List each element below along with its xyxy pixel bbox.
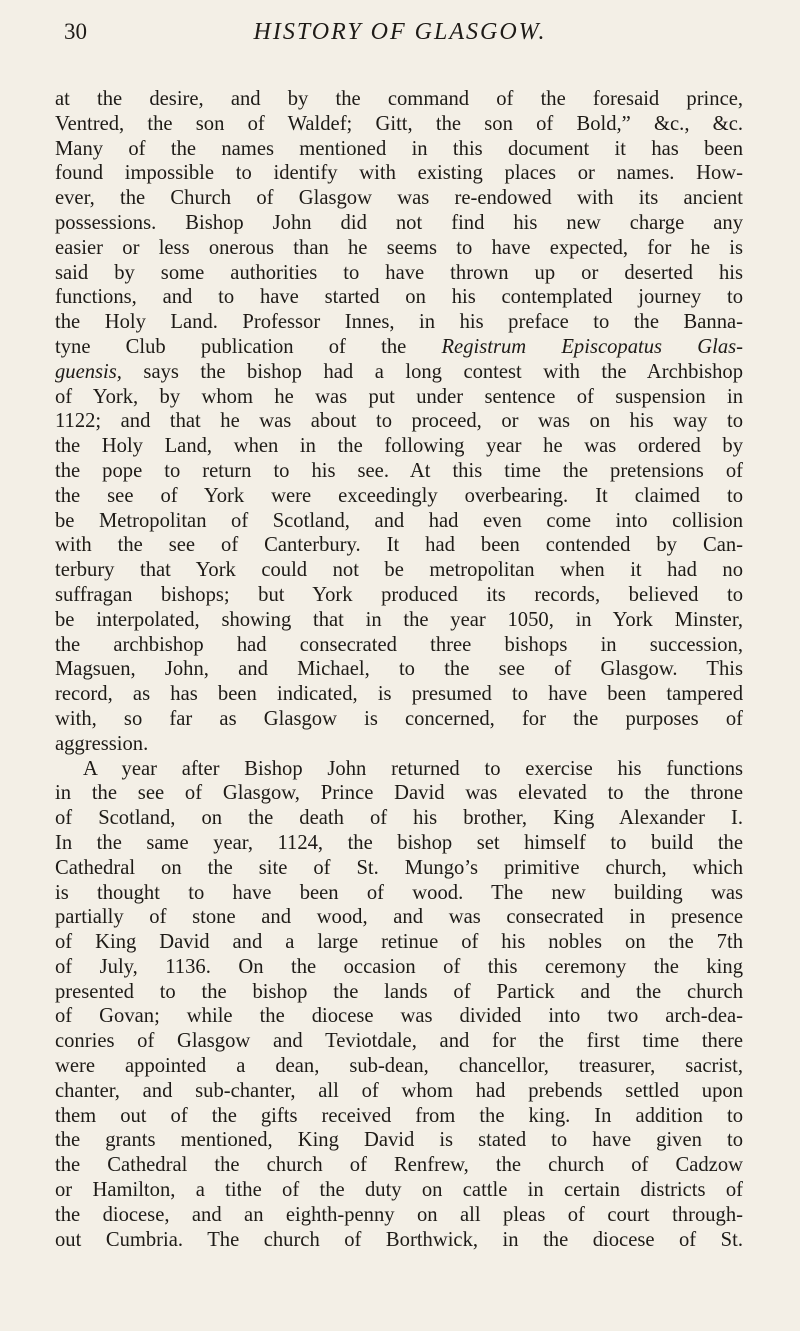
text-line-with-italics — [55, 360, 743, 385]
text-line: A year after Bishop John returned to exercise his functions — [83, 757, 743, 780]
text-line-with-italics — [55, 335, 743, 360]
text-line: or Hamilton, a tithe of the duty on cattle in certain districts of — [55, 1179, 743, 1202]
italic-title: guensis, — [55, 360, 122, 383]
text-line: Ventred, the son of Waldef; Gitt, the son of Bold,” &c., &c. — [55, 112, 743, 135]
text-line: record, as has been indicated, is presumed to have been tampered — [55, 683, 743, 706]
text-line: found impossible to identify with existing places or names. How- — [55, 162, 743, 185]
text-segment: tyne Club publication of the — [55, 335, 442, 358]
text-line: chanter, and sub-chanter, all of whom had prebends settled upon — [55, 1079, 743, 1102]
text-line: the Holy Land, when in the following year he was ordered by — [55, 435, 743, 458]
text-line: of July, 1136. On the occasion of this ceremony the king — [55, 955, 743, 978]
text-line: Magsuen, John, and Michael, to the see of Glasgow. This — [55, 658, 743, 681]
text-line: partially of stone and wood, and was consecrated in presence — [55, 906, 743, 929]
text-line: be interpolated, showing that in the year 1050, in York Minster, — [55, 608, 743, 631]
text-line: the Holy Land. Professor Innes, in his preface to the Banna- — [55, 311, 743, 334]
text-line: in the see of Glasgow, Prince David was elevated to the throne — [55, 782, 743, 805]
text-line: Cathedral on the site of St. Mungo’s primitive church, which — [55, 856, 743, 879]
text-line: Many of the names mentioned in this document it has been — [55, 137, 743, 160]
text-line: is thought to have been of wood. The new building was — [55, 881, 743, 904]
text-line: 1122; and that he was about to proceed, or was on his way to — [55, 410, 743, 433]
italic-title: Episcopatus — [561, 335, 663, 358]
text-line: the diocese, and an eighth-penny on all pleas of court through- — [55, 1203, 743, 1226]
text-line: them out of the gifts received from the king. In addition to — [55, 1104, 743, 1127]
text-line: the archbishop had consecrated three bishops in succession, — [55, 633, 743, 656]
text-line: ever, the Church of Glasgow was re-endowed with its ancient — [55, 187, 743, 210]
text-line: easier or less onerous than he seems to have expected, for he is — [55, 236, 743, 259]
text-line: the Cathedral the church of Renfrew, the church of Cadzow — [55, 1154, 743, 1177]
italic-title: Glas- — [697, 335, 743, 358]
text-line: the see of York were exceedingly overbearing. It claimed to — [55, 484, 743, 507]
text-line: of King David and a large retinue of his nobles on the 7th — [55, 931, 743, 954]
text-line: the grants mentioned, King David is stated to have given to — [55, 1129, 743, 1152]
text-line: In the same year, 1124, the bishop set himself to build the — [55, 831, 743, 854]
text-line: be Metropolitan of Scotland, and had even come into collision — [55, 509, 743, 532]
text-line: functions, and to have started on his contemplated journey to — [55, 286, 743, 309]
page-header — [0, 14, 800, 54]
text-line: aggression. — [55, 732, 149, 755]
text-line: presented to the bishop the lands of Partick and the church — [55, 980, 743, 1003]
text-line: terbury that York could not be metropolitan when it had no — [55, 559, 743, 582]
text-line: conries of Glasgow and Teviotdale, and for the first time there — [55, 1030, 743, 1053]
text-line: out Cumbria. The church of Borthwick, in the diocese of St. — [55, 1228, 743, 1251]
text-line: possessions. Bishop John did not find his new charge any — [55, 211, 743, 234]
text-line: with the see of Canterbury. It had been contended by Can- — [55, 534, 743, 557]
text-line: of Govan; while the diocese was divided into two arch-dea- — [55, 1005, 743, 1028]
text-segment: says the bishop had a long contest with the Archbishop — [121, 360, 743, 383]
text-line: suffragan bishops; but York produced its records, believed to — [55, 583, 743, 606]
text-line: of York, by whom he was put under sentence of suspension in — [55, 385, 743, 408]
page-number: 30 — [64, 19, 87, 44]
body-text — [55, 87, 743, 1252]
text-line: of Scotland, on the death of his brother, King Alexander I. — [55, 807, 743, 830]
text-line: the pope to return to his see. At this time the pretensions of — [55, 459, 743, 482]
text-line: were appointed a dean, sub-dean, chancellor, treasurer, sacrist, — [55, 1055, 743, 1078]
text-line: with, so far as Glasgow is concerned, for the purposes of — [55, 707, 743, 730]
text-line: at the desire, and by the command of the foresaid prince, — [55, 88, 743, 110]
text-line: said by some authorities to have thrown up or deserted his — [55, 261, 743, 284]
italic-title: Registrum — [441, 335, 527, 358]
running-title: HISTORY OF GLASGOW. — [253, 19, 547, 45]
